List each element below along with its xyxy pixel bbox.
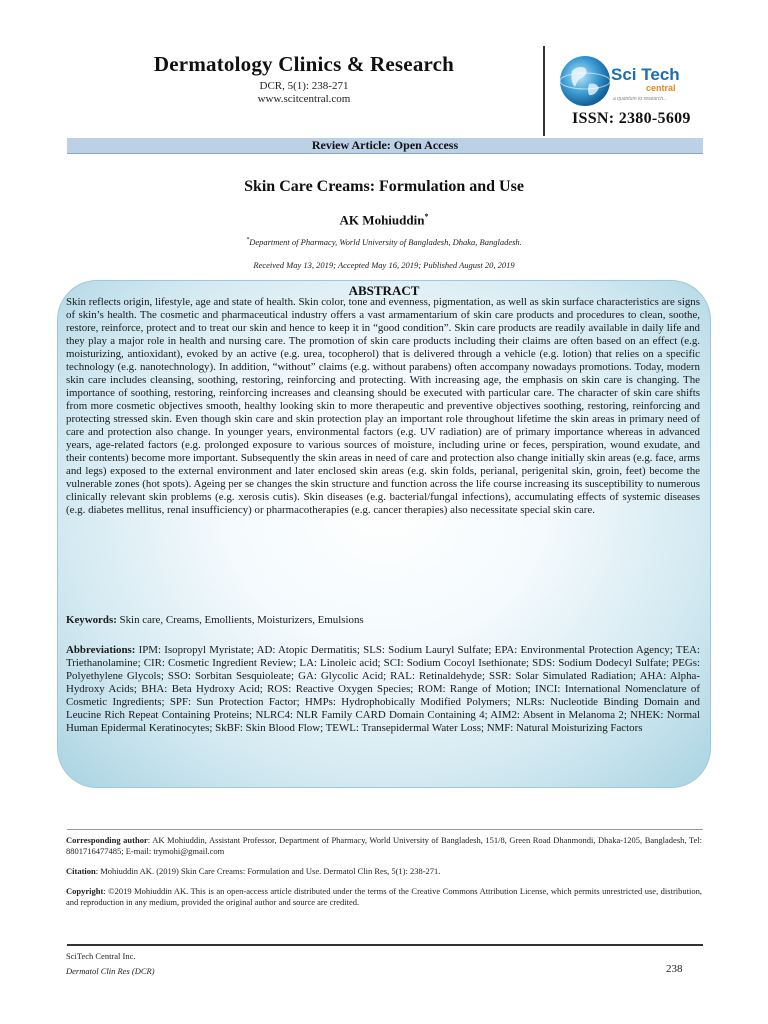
keywords-label: Keywords:: [66, 614, 117, 626]
citation: [66, 866, 702, 877]
journal-title: Dermatology Clinics & Research: [153, 52, 455, 76]
footer-publisher: SciTech Central Inc.: [66, 951, 136, 961]
banner-divider: [67, 153, 703, 154]
scitech-logo: [558, 54, 688, 112]
logo-tagline: a quantum to research...: [613, 96, 668, 102]
abbreviations-text: IPM: Isopropyl Myristate; AD: Atopic Dermatitis; SLS: Sodium Lauryl Sulfate; EPA: Environmental Protection Agency; TEA: Triethanolamine; CIR: Cosmetic Ingredient Review; LA: Linoleic acid; SCI: Sodium Cocoyl Isethionate; SDS: Sodium Dodecyl Sulfate; PEGs: Polyethylene Glycols; SSO: Sorbitan Sesquioleate; GA: Glycolic Acid; RAL: Retinaldehyde; SSR: Solar Simulated Radiation; AHA: Alpha-Hydroxy Acids; BHA: Beta Hydroxy Acid; ROS: Reactive Oxygen Species; ROM: Range of Motion; INCI: International Nomenclature of Cosmetic Ingredients; SPF: Sun Protection Factor; HMPs: Hydrophobically Modified Polymers; NLRs: Nucleotide Binding Domain and Leucine Rich Repeat Containing Proteins; NLRC4: NLR Family CARD Domain Containing 4; AIM2: Absent in Melanoma 2; NHEK: Normal Human Epidermal Keratinocytes; SkBF: Skin Blood Flow; TEWL: Transepidermal Water Loss; NMF: Natural Moisturizing Factors: [66, 644, 700, 734]
journal-header: [66, 52, 542, 106]
corresponding-text: : AK Mohiuddin, Assistant Professor, Department of Pharmacy, World University of Bangladesh, 151/8, Green Road Dhanmondi, Dhaka-1205, Bangladesh, Tel: 8801716477485; E-mail: trymohi@gmail.com: [66, 835, 702, 856]
abbreviations: [66, 644, 700, 735]
abbreviations-label: Abbreviations:: [66, 644, 136, 656]
journal-volume: DCR, 5(1): 238-271: [259, 80, 349, 92]
affiliation-mark: *: [246, 237, 250, 244]
article-title: Skin Care Creams: Formulation and Use: [244, 178, 524, 195]
abstract-text: Skin reflects origin, lifestyle, age and state of health. Skin color, tone and evenness, pigmentation, as well as skin surface characteristics are signs of skin’s health. The cosmetic and pharmaceutical industry offers a vast armamentarium of skin care products and procedures to clean, soothe, restore, reinforce, protect and to treat our skin and hence to keep it in “good condition”. Skin care products are readily available in daily life and they play a major role in health and nursing care. The promotion of skin care products including their claims are often based on an effect (e.g. moisturizing, antioxidant), evoked by an active (e.g. urea, tocopherol) that is delivered through a vehicle (e.g. lotion) that relies on a specific technology (e.g. nanotechnology). In addition, “without” claims (e.g. without parabens) often accompany nowadays promotions. Today, modern skin care includes cleansing, soothing, restoring, reinforcing and protecting. With increasing age, the emphasis on skin care is changing. The importance of soothing, restoring, reinforcing increases and cleansing should be executed with particular care. The character of skin care shifts from more cosmetic objectives smooth, healthy looking skin to more therapeutic and preventive objectives soothing, restoring, reinforcing and protecting stressed skin. Even though skin care and skin protection play an important role throughout lifetime the skin areas in primary need of care and protection also change. In younger years, environmental factors (e.g. UV radiation) are of primary importance whereas in advanced years, age-related factors (e.g. prolonged exposure to various sources of moisture, including urine or feces, perspiration, wound exudate, and their contents) become more important. Subsequently the skin areas in need of care and protection also change initially skin areas (e.g. face, arms and legs) exposed to the external environment and later enclosed skin areas (e.g. skin folds, perianal, perigenital skin, groin, feet) become the vulnerable zones (hot spots). Ageing per se changes the skin structure and function across the life course increasing its susceptibility to numerous clinically relevant skin problems (e.g. xerosis cutis). Skin diseases (e.g. bacterial/fungal infections), accumulating effects of systemic diseases (e.g. diabetes mellitus, renal insufficiency) or pharmacotherapies (e.g. cancer therapies) also necessitate special skin care.: [66, 296, 700, 516]
footer-journal: Dermatol Clin Res (DCR): [66, 966, 155, 976]
copyright-label: Copyright: [66, 886, 104, 896]
issn: ISSN: 2380-5609: [572, 110, 691, 127]
citation-label: Citation: [66, 866, 96, 876]
article-type-banner: Review Article: Open Access: [67, 138, 703, 153]
header-divider: [543, 46, 545, 136]
page-number: 238: [666, 963, 683, 975]
keywords: [66, 614, 700, 627]
journal-url[interactable]: www.scitcentral.com: [257, 93, 351, 105]
corresponding-label: Corresponding author: [66, 835, 148, 845]
logo-brand: Sci Tech: [611, 65, 680, 84]
copyright-text: : ©2019 Mohiuddin AK. This is an open-access article distributed under the terms of the Creative Commons Attribution License, which permits unrestricted use, distribution, and reproduction in any medium, provided the original author and source are credited.: [66, 886, 702, 907]
footnote-divider: [67, 829, 703, 830]
copyright: [66, 886, 702, 908]
article-dates: Received May 13, 2019; Accepted May 16, 2019; Published August 20, 2019: [253, 260, 515, 270]
keywords-text: Skin care, Creams, Emollients, Moisturizers, Emulsions: [116, 614, 364, 626]
author-name: AK Mohiuddin: [339, 212, 425, 228]
author: [0, 212, 768, 228]
citation-text: : Mohiuddin AK. (2019) Skin Care Creams: Formulation and Use. Dermatol Clin Res, 5(1): 238-271.: [95, 866, 441, 876]
globe-icon: [558, 54, 688, 112]
footer-divider: [67, 944, 703, 946]
affiliation-text: Department of Pharmacy, World University of Bangladesh, Dhaka, Bangladesh.: [249, 237, 522, 247]
affiliation: [0, 237, 768, 247]
logo-sub: central: [646, 83, 676, 93]
abstract-heading: ABSTRACT: [348, 283, 420, 298]
author-mark: *: [424, 212, 429, 221]
corresponding-author: [66, 835, 702, 857]
